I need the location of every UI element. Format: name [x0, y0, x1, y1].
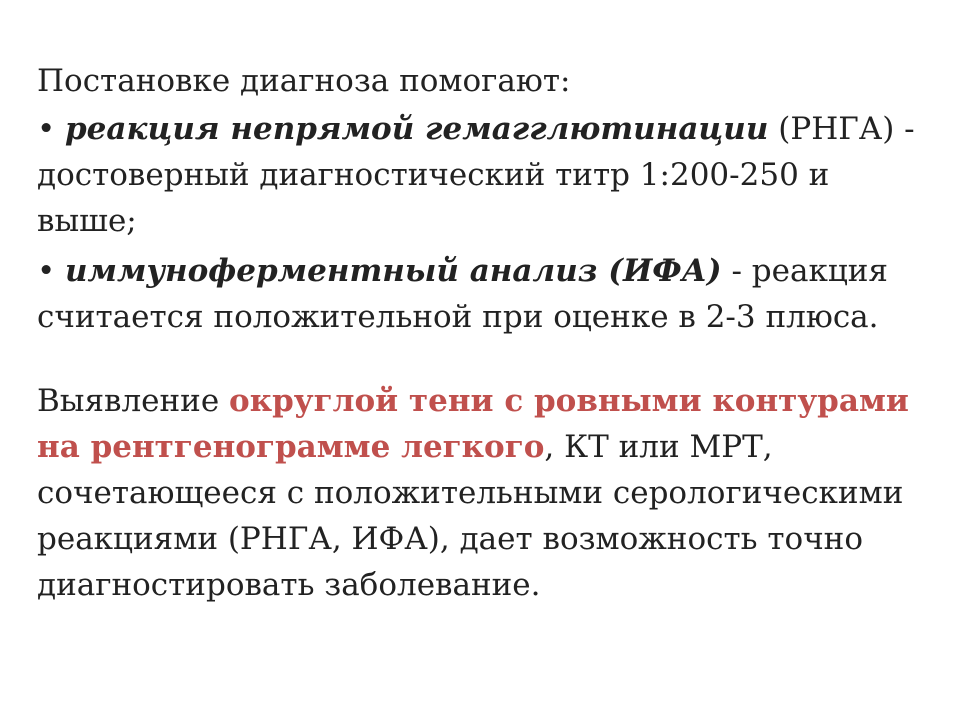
slide-content: [37, 58, 927, 608]
bullet-item-rnga: [37, 106, 927, 244]
bullet-term-ifa: иммуноферментный анализ (ИФА): [65, 253, 722, 289]
conclusion-highlight: округлой тени с ровными контурами на рентгенограмме легкого: [37, 383, 909, 465]
bullet-marker: •: [37, 253, 56, 289]
bullet-item-ifa: [37, 248, 927, 340]
bullet-text-ifa: - реакция считается положительной при оценке в 2-3 плюса.: [37, 253, 888, 335]
bullet-term-rnga: реакция непрямой гемагглютинации: [65, 111, 769, 147]
bullet-text-rnga: (РНГА) - достоверный диагностический титр 1:200-250 и выше;: [37, 111, 915, 239]
intro-text: Постановке диагноза помогают:: [37, 63, 571, 99]
conclusion-paragraph: [37, 378, 927, 608]
conclusion-before: Выявление: [37, 383, 230, 419]
bullet-marker: •: [37, 111, 56, 147]
conclusion-after: , КТ или МРТ, сочетающееся с положительными серологическими реакциями (РНГА, ИФА), дает возможность точно диагностировать заболевание.: [37, 429, 904, 603]
